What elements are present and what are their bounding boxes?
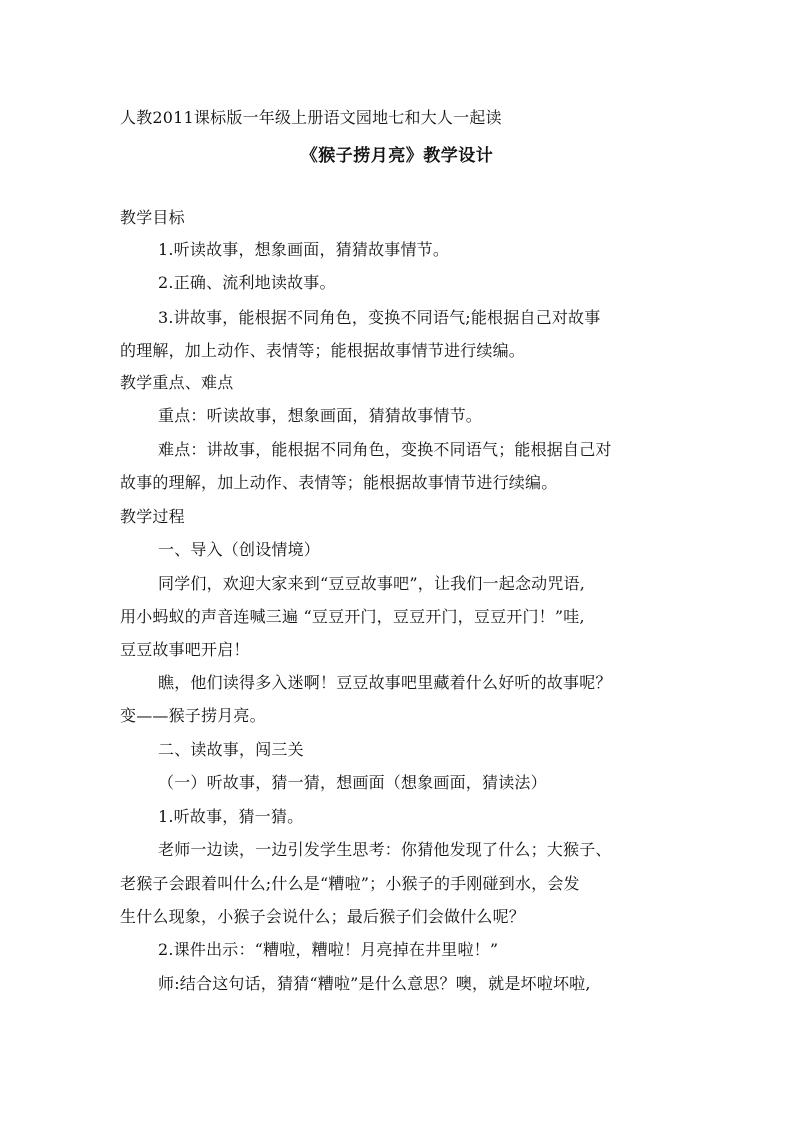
objective-item: 3.讲故事，能根据不同角色，变换不同语气;能根据自己对故事: [158, 308, 601, 327]
paragraph-line: 同学们，欢迎大家来到“豆豆故事吧”，让我们一起念动咒语,: [158, 574, 586, 593]
paragraph-line: 老师一边读，一边引发学生思考：你猜他发现了什么；大猴子、: [158, 840, 612, 859]
document-title: 《猴子捞月亮》教学设计: [300, 146, 494, 166]
objective-item: 2.正确、流利地读故事。: [158, 273, 336, 292]
paragraph-line: 瞧，他们读得多入迷啊！豆豆故事吧里藏着什么好听的故事呢？: [158, 673, 612, 692]
paragraph-line: 豆豆故事吧开启！: [120, 640, 250, 659]
section-heading-objectives: 教学目标: [120, 208, 185, 227]
process-section-heading: 一、导入（创设情境）: [158, 540, 321, 559]
section-heading-key-points: 教学重点、难点: [120, 373, 234, 392]
objective-item-continued: 的理解，加上动作、表情等；能根据故事情节进行续编。: [120, 341, 526, 360]
section-heading-process: 教学过程: [120, 507, 185, 526]
paragraph-line: 用小蚂蚁的声音连喊三遍 “豆豆开门，豆豆开门，豆豆开门！”哇,: [120, 607, 585, 626]
process-subsection-heading: （一）听故事，猜一猜，想画面（想象画面，猜读法）: [158, 773, 547, 792]
key-point-difficulty-continued: 故事的理解，加上动作、表情等；能根据故事情节进行续编。: [120, 473, 558, 492]
objective-item: 1.听读故事，想象画面，猜猜故事情节。: [158, 240, 450, 259]
process-step: 1.听故事，猜一猜。: [158, 807, 304, 826]
process-section-heading: 二、读故事，闯三关: [158, 740, 304, 759]
key-point-difficulty: 难点：讲故事，能根据不同角色，变换不同语气；能根据自己对: [158, 440, 612, 459]
document-subtitle: 人教2011课标版一年级上册语文园地七和大人一起读: [120, 108, 502, 127]
key-point-focus: 重点：听读故事，想象画面，猜猜故事情节。: [158, 406, 483, 425]
process-step: 2.课件出示：“糟啦，糟啦！月亮掉在井里啦！”: [158, 940, 499, 959]
paragraph-line: 老猴子会跟着叫什么;什么是“糟啦”；小猴子的手刚碰到水，会发: [120, 874, 580, 893]
paragraph-line: 变——猴子捞月亮。: [120, 706, 266, 725]
paragraph-line: 师:结合这句话，猜猜“糟啦”是什么意思？噢，就是坏啦坏啦,: [158, 974, 591, 993]
paragraph-line: 生什么现象，小猴子会说什么；最后猴子们会做什么呢？: [120, 907, 526, 926]
